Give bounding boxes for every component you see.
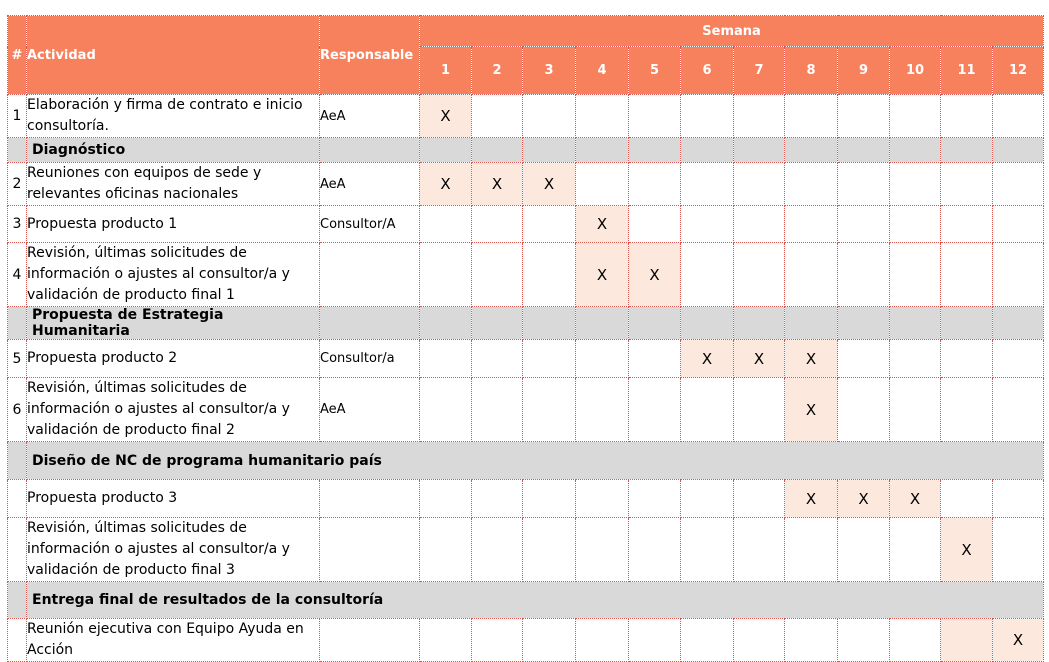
task-responsible: Consultor/a — [320, 340, 420, 378]
week-cell-12 — [993, 480, 1044, 518]
week-cell-6 — [681, 243, 734, 307]
task-number: 4 — [8, 243, 27, 307]
task-row — [8, 518, 1044, 582]
task-number — [8, 619, 27, 662]
task-number: 3 — [8, 206, 27, 243]
week-cell-3 — [523, 518, 576, 582]
section-week-cell — [734, 138, 785, 163]
task-responsible: Consultor/A — [320, 206, 420, 243]
week-cell-12 — [993, 340, 1044, 378]
week-cell-11 — [941, 480, 993, 518]
week-cell-12 — [993, 518, 1044, 582]
section-week-cell — [785, 138, 838, 163]
week-cell-9 — [838, 619, 890, 662]
week-cell-7 — [734, 518, 785, 582]
week-cell-5 — [629, 518, 681, 582]
week-cell-6 — [681, 95, 734, 138]
week-cell-1: X — [420, 95, 472, 138]
week-cell-12 — [993, 95, 1044, 138]
week-cell-4: X — [576, 243, 629, 307]
task-number: 1 — [8, 95, 27, 138]
header-week-7: 7 — [734, 47, 785, 95]
week-cell-6 — [681, 619, 734, 662]
task-responsible: AeA — [320, 378, 420, 442]
week-cell-3 — [523, 619, 576, 662]
week-cell-9 — [838, 378, 890, 442]
section-title: Diagnóstico — [27, 138, 320, 163]
section-week-cell — [941, 307, 993, 340]
week-cell-7: X — [734, 340, 785, 378]
week-cell-6 — [681, 206, 734, 243]
week-cell-5 — [629, 95, 681, 138]
week-cell-3 — [523, 206, 576, 243]
header-week-5: 5 — [629, 47, 681, 95]
section-week-cell — [629, 138, 681, 163]
week-cell-9 — [838, 243, 890, 307]
task-activity: Propuesta producto 2 — [27, 340, 320, 378]
week-cell-12 — [993, 243, 1044, 307]
task-number: 5 — [8, 340, 27, 378]
week-cell-4 — [576, 163, 629, 206]
week-cell-1 — [420, 518, 472, 582]
section-week-cell — [838, 138, 890, 163]
section-row — [8, 582, 1044, 619]
task-row — [8, 243, 1044, 307]
week-cell-4 — [576, 340, 629, 378]
header-week-6: 6 — [681, 47, 734, 95]
week-cell-12: X — [993, 619, 1044, 662]
week-cell-10 — [890, 163, 941, 206]
section-number-cell — [8, 138, 27, 163]
week-cell-8: X — [785, 340, 838, 378]
header-responsible: Responsable — [320, 16, 420, 95]
section-row — [8, 138, 1044, 163]
week-cell-1 — [420, 480, 472, 518]
week-cell-6 — [681, 378, 734, 442]
week-cell-1: X — [420, 163, 472, 206]
task-responsible — [320, 518, 420, 582]
week-cell-1 — [420, 340, 472, 378]
week-cell-9 — [838, 206, 890, 243]
week-cell-2: X — [472, 163, 523, 206]
week-cell-10 — [890, 243, 941, 307]
week-cell-8 — [785, 243, 838, 307]
section-week-cell — [576, 307, 629, 340]
task-row — [8, 619, 1044, 662]
week-cell-2 — [472, 95, 523, 138]
section-week-cell — [523, 138, 576, 163]
section-responsible-cell — [320, 138, 420, 163]
week-cell-4 — [576, 480, 629, 518]
task-row — [8, 95, 1044, 138]
week-cell-10: X — [890, 480, 941, 518]
section-week-cell — [472, 307, 523, 340]
week-cell-11 — [941, 378, 993, 442]
week-cell-8 — [785, 619, 838, 662]
task-responsible: AeA — [320, 95, 420, 138]
task-row — [8, 378, 1044, 442]
section-week-cell — [420, 138, 472, 163]
week-cell-8 — [785, 206, 838, 243]
week-cell-2 — [472, 518, 523, 582]
week-cell-9 — [838, 95, 890, 138]
section-week-cell — [734, 307, 785, 340]
section-row — [8, 442, 1044, 480]
week-cell-7 — [734, 619, 785, 662]
week-cell-2 — [472, 206, 523, 243]
section-week-cell — [993, 307, 1044, 340]
week-cell-11 — [941, 95, 993, 138]
week-cell-5 — [629, 619, 681, 662]
header-week-8: 8 — [785, 47, 838, 95]
section-week-cell — [941, 138, 993, 163]
week-cell-11 — [941, 243, 993, 307]
week-cell-12 — [993, 206, 1044, 243]
task-responsible — [320, 480, 420, 518]
header-week-12: 12 — [993, 47, 1044, 95]
week-cell-2 — [472, 243, 523, 307]
week-cell-10 — [890, 518, 941, 582]
week-cell-11 — [941, 206, 993, 243]
task-responsible — [320, 243, 420, 307]
week-cell-7 — [734, 95, 785, 138]
task-activity: Reunión ejecutiva con Equipo Ayuda en Acción — [27, 619, 320, 662]
section-week-cell — [523, 307, 576, 340]
section-week-cell — [576, 138, 629, 163]
week-cell-9 — [838, 518, 890, 582]
header-row-top — [8, 16, 1044, 47]
task-row — [8, 163, 1044, 206]
week-cell-12 — [993, 163, 1044, 206]
task-activity: Elaboración y firma de contrato e inicio consultoría. — [27, 95, 320, 138]
task-row — [8, 480, 1044, 518]
week-cell-2 — [472, 480, 523, 518]
week-cell-1 — [420, 206, 472, 243]
header-week-10: 10 — [890, 47, 941, 95]
week-cell-8 — [785, 95, 838, 138]
week-cell-3 — [523, 480, 576, 518]
header-week-9: 9 — [838, 47, 890, 95]
task-row — [8, 340, 1044, 378]
week-cell-3 — [523, 378, 576, 442]
activity-schedule-table — [7, 15, 1044, 662]
week-cell-11 — [941, 619, 993, 662]
week-cell-8: X — [785, 378, 838, 442]
week-cell-4 — [576, 518, 629, 582]
section-title: Diseño de NC de programa humanitario país — [27, 442, 1044, 480]
header-week-2: 2 — [472, 47, 523, 95]
week-cell-3 — [523, 340, 576, 378]
section-number-cell — [8, 307, 27, 340]
header-activity: Actividad — [27, 16, 320, 95]
week-cell-10 — [890, 340, 941, 378]
week-cell-1 — [420, 243, 472, 307]
section-week-cell — [890, 307, 941, 340]
week-cell-3: X — [523, 163, 576, 206]
task-activity: Revisión, últimas solicitudes de información o ajustes al consultor/a y validación de producto final 2 — [27, 378, 320, 442]
task-row — [8, 206, 1044, 243]
section-responsible-cell — [320, 307, 420, 340]
section-number-cell — [8, 442, 27, 480]
week-cell-8 — [785, 163, 838, 206]
week-cell-11 — [941, 163, 993, 206]
week-cell-5 — [629, 480, 681, 518]
section-number-cell — [8, 582, 27, 619]
week-cell-5 — [629, 206, 681, 243]
schedule-body — [8, 95, 1044, 662]
section-week-cell — [785, 307, 838, 340]
week-cell-9: X — [838, 480, 890, 518]
week-cell-2 — [472, 378, 523, 442]
week-cell-5 — [629, 378, 681, 442]
week-cell-10 — [890, 206, 941, 243]
task-responsible — [320, 619, 420, 662]
section-title: Entrega final de resultados de la consultoría — [27, 582, 1044, 619]
week-cell-7 — [734, 206, 785, 243]
week-cell-7 — [734, 163, 785, 206]
section-week-cell — [993, 138, 1044, 163]
section-week-cell — [681, 307, 734, 340]
week-cell-7 — [734, 243, 785, 307]
week-cell-2 — [472, 340, 523, 378]
week-cell-10 — [890, 378, 941, 442]
week-cell-4 — [576, 378, 629, 442]
section-week-cell — [420, 307, 472, 340]
week-cell-3 — [523, 243, 576, 307]
section-title: Propuesta de Estrategia Humanitaria — [27, 307, 320, 340]
week-cell-11: X — [941, 518, 993, 582]
week-cell-11 — [941, 340, 993, 378]
task-number — [8, 518, 27, 582]
task-activity: Revisión, últimas solicitudes de información o ajustes al consultor/a y validación de producto final 3 — [27, 518, 320, 582]
task-activity: Propuesta producto 1 — [27, 206, 320, 243]
week-cell-9 — [838, 163, 890, 206]
week-cell-5: X — [629, 243, 681, 307]
week-cell-5 — [629, 340, 681, 378]
week-cell-3 — [523, 95, 576, 138]
week-cell-4: X — [576, 206, 629, 243]
task-number: 2 — [8, 163, 27, 206]
section-week-cell — [472, 138, 523, 163]
header-week-3: 3 — [523, 47, 576, 95]
week-cell-9 — [838, 340, 890, 378]
task-activity: Revisión, últimas solicitudes de información o ajustes al consultor/a y validación de producto final 1 — [27, 243, 320, 307]
week-cell-6 — [681, 480, 734, 518]
week-cell-5 — [629, 163, 681, 206]
task-activity: Reuniones con equipos de sede y relevantes oficinas nacionales — [27, 163, 320, 206]
week-cell-6 — [681, 518, 734, 582]
week-cell-1 — [420, 378, 472, 442]
task-responsible: AeA — [320, 163, 420, 206]
section-week-cell — [629, 307, 681, 340]
week-cell-8: X — [785, 480, 838, 518]
week-cell-10 — [890, 95, 941, 138]
section-row — [8, 307, 1044, 340]
section-week-cell — [890, 138, 941, 163]
header-week-group: Semana — [420, 16, 1044, 47]
header-week-11: 11 — [941, 47, 993, 95]
week-cell-6: X — [681, 340, 734, 378]
week-cell-7 — [734, 480, 785, 518]
header-week-4: 4 — [576, 47, 629, 95]
week-cell-1 — [420, 619, 472, 662]
task-number — [8, 480, 27, 518]
week-cell-6 — [681, 163, 734, 206]
header-number: # — [8, 16, 27, 95]
week-cell-2 — [472, 619, 523, 662]
task-activity: Propuesta producto 3 — [27, 480, 320, 518]
section-week-cell — [838, 307, 890, 340]
week-cell-8 — [785, 518, 838, 582]
week-cell-4 — [576, 619, 629, 662]
header-week-1: 1 — [420, 47, 472, 95]
week-cell-7 — [734, 378, 785, 442]
week-cell-4 — [576, 95, 629, 138]
week-cell-10 — [890, 619, 941, 662]
week-cell-12 — [993, 378, 1044, 442]
task-number: 6 — [8, 378, 27, 442]
section-week-cell — [681, 138, 734, 163]
